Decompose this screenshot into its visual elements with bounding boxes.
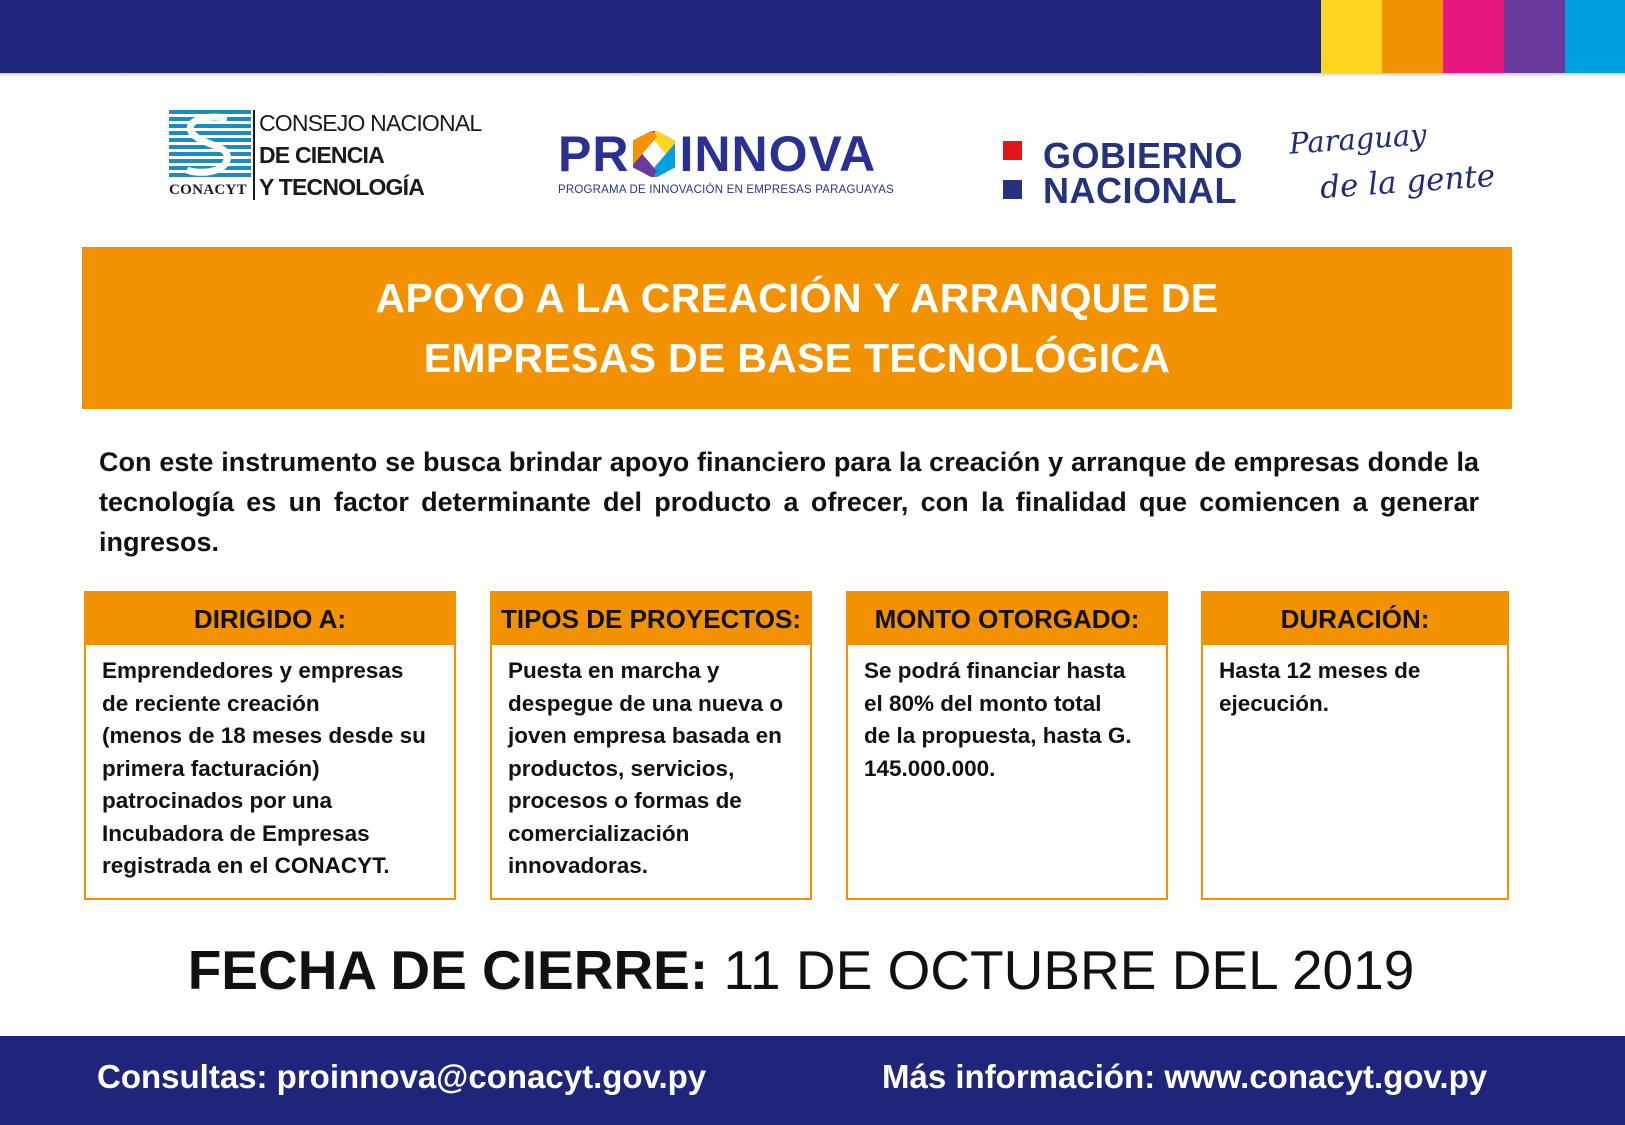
card-body: [86, 645, 454, 883]
card-header: MONTO OTORGADO:: [848, 593, 1166, 645]
conacyt-name-line3: Y TECNOLOGÍA: [259, 174, 425, 200]
card-text-line: productos, servicios,: [508, 755, 735, 781]
card-text-line: 145.000.000.: [864, 755, 996, 781]
proinnova-logo: [558, 128, 938, 200]
proinnova-wordmark-part2: INNOVA: [679, 126, 877, 182]
card-text-line: de reciente creación: [102, 690, 320, 716]
card-text-line: despegue de una nueva o: [508, 690, 784, 716]
card-body: [848, 645, 1166, 785]
gobierno-line1: GOBIERNO: [1043, 135, 1244, 176]
gobierno-blue-square-icon: [1003, 180, 1022, 199]
paraguay-slogan-line1: Paraguay: [1287, 117, 1428, 161]
proinnova-tagline: PROGRAMA DE INNOVACIÓN EN EMPRESAS PARAGUAYAS: [558, 184, 894, 196]
footer-contact-email: Consultas: proinnova@conacyt.gov.py: [97, 1058, 707, 1095]
card-text-line: el 80% del monto total: [864, 690, 1102, 716]
top-strip-yellow: [1321, 0, 1382, 73]
card-body: [492, 645, 810, 883]
title-line2: EMPRESAS DE BASE TECNOLÓGICA: [423, 335, 1171, 381]
card-header: DURACIÓN:: [1203, 593, 1507, 645]
top-bar-shadow: [0, 73, 1625, 77]
card-text-line: patrocinados por una: [102, 788, 333, 813]
card-text-line: Incubadora de Empresas: [102, 820, 370, 846]
conacyt-emblem-icon: [169, 110, 251, 182]
card-text-line: innovadoras.: [508, 853, 649, 878]
card-text-line: procesos o formas de: [508, 788, 742, 813]
gobierno-red-square-icon: [1003, 141, 1022, 160]
card-monto-otorgado: [846, 591, 1168, 900]
title-banner: [82, 247, 1512, 409]
card-text-line: de la propuesta, hasta G.: [864, 723, 1132, 748]
closing-date-value: 11 DE OCTUBRE DEL 2019: [708, 939, 1415, 1001]
gobierno-nacional-logo: [1003, 135, 1263, 211]
card-text-line: Puesta en marcha y: [508, 658, 720, 683]
card-text-line: Se podrá financiar hasta: [864, 658, 1126, 683]
conacyt-logo: [169, 108, 499, 203]
top-strip-purple: [1504, 0, 1565, 73]
conacyt-abbreviation: CONACYT: [169, 182, 247, 198]
footer-bar: [0, 1036, 1625, 1125]
title-line1: APOYO A LA CREACIÓN Y ARRANQUE DE: [375, 275, 1219, 321]
card-text-line: Emprendedores y empresas: [102, 658, 404, 683]
paraguay-de-la-gente-logo: [1285, 117, 1497, 216]
card-duracion: [1201, 591, 1509, 900]
top-strip-cyan: [1565, 0, 1625, 73]
top-strip-orange: [1382, 0, 1443, 73]
card-text-line: primera facturación): [102, 755, 320, 781]
proinnova-wordmark: [558, 128, 938, 180]
card-text-line: joven empresa basada en: [508, 723, 782, 748]
card-tipos-de-proyectos: [490, 591, 812, 900]
intro-paragraph: Con este instrumento se busca brindar apoyo financiero para la creación y arranque de empresas donde la tecnología es un factor determinante del producto a ofrecer, con la finalidad que comiencen a generar ingresos.: [99, 447, 1479, 557]
card-header: TIPOS DE PROYECTOS:: [492, 593, 810, 645]
card-text-line: ejecución.: [1219, 690, 1330, 716]
card-text-line: comercialización: [508, 820, 690, 846]
card-dirigido-a: [84, 591, 456, 900]
card-text-line: (menos de 18 meses desde su: [102, 723, 426, 748]
card-text-line: Hasta 12 meses de: [1219, 658, 1421, 683]
conacyt-divider: [253, 110, 255, 200]
card-body: [1203, 645, 1507, 720]
conacyt-name-line2: DE CIENCIA: [259, 142, 384, 168]
closing-date-label: FECHA DE CIERRE:: [187, 939, 709, 1001]
footer-more-info-link: Más información: www.conacyt.gov.py: [882, 1058, 1488, 1095]
closing-date: [0, 935, 1602, 1005]
conacyt-name-line1: CONSEJO NACIONAL: [259, 110, 482, 136]
top-strip-magenta: [1443, 0, 1504, 73]
paraguay-slogan-line2: de la gente: [1318, 157, 1497, 207]
card-header: DIRIGIDO A:: [86, 593, 454, 645]
proinnova-hexagon-icon: [632, 131, 676, 177]
proinnova-wordmark-part1: PR: [558, 126, 630, 182]
card-text-line: registrada en el CONACYT.: [102, 853, 390, 878]
gobierno-line2: NACIONAL: [1043, 170, 1237, 211]
